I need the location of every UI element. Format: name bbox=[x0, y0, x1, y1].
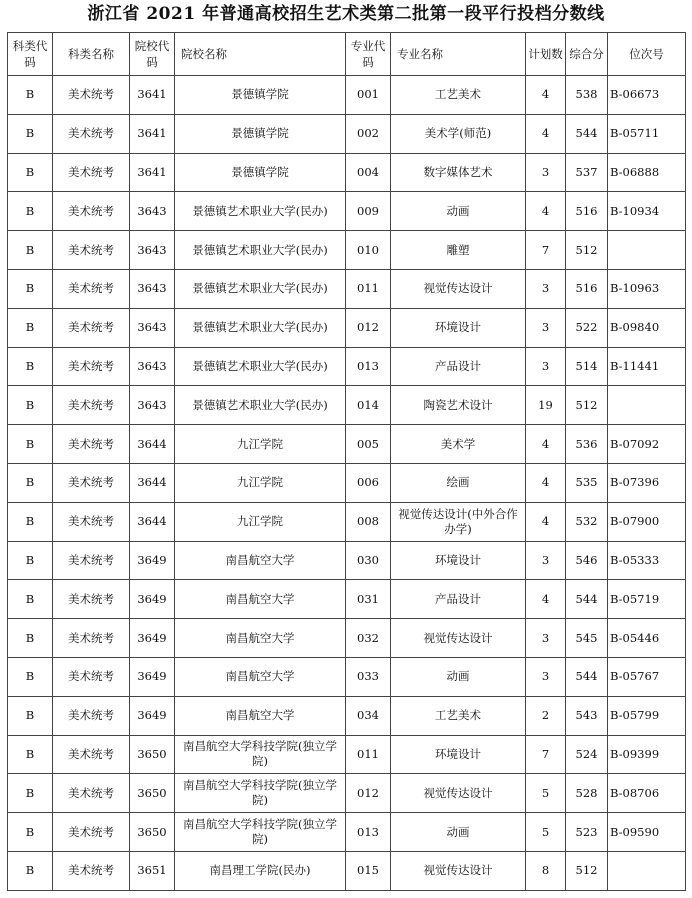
cell-category-name: 美术统考 bbox=[53, 76, 130, 115]
cell-plan: 3 bbox=[526, 657, 566, 696]
table-row bbox=[8, 114, 686, 153]
cell-category-code: B bbox=[8, 696, 53, 735]
table-row bbox=[8, 580, 686, 619]
cell-category-name: 美术统考 bbox=[53, 347, 130, 386]
table-row bbox=[8, 463, 686, 502]
cell-plan: 4 bbox=[526, 76, 566, 115]
cell-category-name: 美术统考 bbox=[53, 153, 130, 192]
cell-major-code: 013 bbox=[346, 347, 391, 386]
cell-rank: B-05333 bbox=[608, 541, 686, 580]
cell-category-code: B bbox=[8, 851, 53, 890]
cell-plan: 5 bbox=[526, 813, 566, 852]
cell-category-name: 美术统考 bbox=[53, 114, 130, 153]
cell-category-code: B bbox=[8, 76, 53, 115]
cell-major-code: 006 bbox=[346, 463, 391, 502]
cell-major-name: 动画 bbox=[391, 192, 526, 231]
cell-category-name: 美术统考 bbox=[53, 541, 130, 580]
cell-rank: B-10963 bbox=[608, 269, 686, 308]
cell-score: 512 bbox=[566, 851, 608, 890]
cell-school-name: 九江学院 bbox=[175, 425, 346, 464]
cell-major-name: 视觉传达设计 bbox=[391, 851, 526, 890]
cell-score: 543 bbox=[566, 696, 608, 735]
cell-school-name: 景德镇艺术职业大学(民办) bbox=[175, 269, 346, 308]
cell-major-code: 008 bbox=[346, 502, 391, 541]
cell-score: 536 bbox=[566, 425, 608, 464]
cell-major-code: 015 bbox=[346, 851, 391, 890]
cell-major-name: 动画 bbox=[391, 657, 526, 696]
cell-rank: B-06673 bbox=[608, 76, 686, 115]
cell-school-name: 南昌航空大学 bbox=[175, 696, 346, 735]
header-school-name: 院校名称 bbox=[175, 33, 346, 76]
cell-major-code: 033 bbox=[346, 657, 391, 696]
cell-category-code: B bbox=[8, 813, 53, 852]
cell-school-code: 3643 bbox=[130, 347, 175, 386]
table-row bbox=[8, 231, 686, 270]
cell-score: 523 bbox=[566, 813, 608, 852]
cell-plan: 4 bbox=[526, 192, 566, 231]
table-row bbox=[8, 502, 686, 541]
header-school-code: 院校代码 bbox=[130, 33, 175, 76]
cell-school-code: 3641 bbox=[130, 76, 175, 115]
cell-major-name: 环境设计 bbox=[391, 308, 526, 347]
header-plan: 计划数 bbox=[526, 33, 566, 76]
table-row bbox=[8, 774, 686, 813]
header-rank: 位次号 bbox=[608, 33, 686, 76]
cell-category-code: B bbox=[8, 463, 53, 502]
cell-school-name: 九江学院 bbox=[175, 463, 346, 502]
header-score: 综合分 bbox=[566, 33, 608, 76]
cell-school-code: 3650 bbox=[130, 813, 175, 852]
cell-major-code: 032 bbox=[346, 619, 391, 658]
cell-plan: 4 bbox=[526, 502, 566, 541]
cell-score: 546 bbox=[566, 541, 608, 580]
cell-major-code: 013 bbox=[346, 813, 391, 852]
cell-category-name: 美术统考 bbox=[53, 502, 130, 541]
cell-major-name: 美术学 bbox=[391, 425, 526, 464]
cell-plan: 2 bbox=[526, 696, 566, 735]
cell-plan: 4 bbox=[526, 580, 566, 619]
cell-school-code: 3643 bbox=[130, 308, 175, 347]
cell-score: 512 bbox=[566, 386, 608, 425]
cell-major-code: 034 bbox=[346, 696, 391, 735]
cell-category-name: 美术统考 bbox=[53, 192, 130, 231]
cell-major-code: 014 bbox=[346, 386, 391, 425]
cell-major-name: 陶瓷艺术设计 bbox=[391, 386, 526, 425]
cell-score: 512 bbox=[566, 231, 608, 270]
cell-plan: 3 bbox=[526, 269, 566, 308]
cell-major-name: 数字媒体艺术 bbox=[391, 153, 526, 192]
table-row bbox=[8, 541, 686, 580]
cell-school-code: 3649 bbox=[130, 580, 175, 619]
cell-major-code: 002 bbox=[346, 114, 391, 153]
cell-score: 516 bbox=[566, 269, 608, 308]
cell-major-name: 雕塑 bbox=[391, 231, 526, 270]
cell-score: 532 bbox=[566, 502, 608, 541]
cell-category-code: B bbox=[8, 192, 53, 231]
cell-score: 528 bbox=[566, 774, 608, 813]
cell-category-name: 美术统考 bbox=[53, 308, 130, 347]
cell-school-name: 九江学院 bbox=[175, 502, 346, 541]
cell-rank: B-09840 bbox=[608, 308, 686, 347]
cell-category-code: B bbox=[8, 153, 53, 192]
cell-school-code: 3644 bbox=[130, 502, 175, 541]
cell-school-name: 南昌航空大学 bbox=[175, 657, 346, 696]
cell-school-code: 3643 bbox=[130, 386, 175, 425]
table-header-row bbox=[8, 33, 686, 76]
cell-plan: 5 bbox=[526, 774, 566, 813]
cell-major-name: 工艺美术 bbox=[391, 696, 526, 735]
cell-category-name: 美术统考 bbox=[53, 269, 130, 308]
table-row bbox=[8, 425, 686, 464]
cell-plan: 4 bbox=[526, 425, 566, 464]
cell-major-code: 012 bbox=[346, 308, 391, 347]
table-row bbox=[8, 269, 686, 308]
cell-school-name: 景德镇艺术职业大学(民办) bbox=[175, 231, 346, 270]
cell-major-name: 产品设计 bbox=[391, 347, 526, 386]
cell-school-name: 南昌航空大学科技学院(独立学院) bbox=[175, 774, 346, 813]
cell-score: 535 bbox=[566, 463, 608, 502]
cell-plan: 8 bbox=[526, 851, 566, 890]
cell-category-name: 美术统考 bbox=[53, 851, 130, 890]
table-row bbox=[8, 153, 686, 192]
cell-major-code: 011 bbox=[346, 269, 391, 308]
cell-category-name: 美术统考 bbox=[53, 425, 130, 464]
cell-school-code: 3641 bbox=[130, 153, 175, 192]
table-row bbox=[8, 657, 686, 696]
cell-rank: B-05711 bbox=[608, 114, 686, 153]
cell-major-name: 视觉传达设计 bbox=[391, 774, 526, 813]
cell-plan: 4 bbox=[526, 114, 566, 153]
cell-rank: B-07900 bbox=[608, 502, 686, 541]
cell-rank bbox=[608, 231, 686, 270]
cell-score: 544 bbox=[566, 580, 608, 619]
cell-school-code: 3643 bbox=[130, 231, 175, 270]
cell-major-name: 产品设计 bbox=[391, 580, 526, 619]
cell-school-code: 3643 bbox=[130, 192, 175, 231]
cell-school-code: 3651 bbox=[130, 851, 175, 890]
table-row bbox=[8, 76, 686, 115]
cell-school-code: 3649 bbox=[130, 541, 175, 580]
cell-major-code: 030 bbox=[346, 541, 391, 580]
cell-category-name: 美术统考 bbox=[53, 619, 130, 658]
cell-major-name: 绘画 bbox=[391, 463, 526, 502]
cell-plan: 3 bbox=[526, 347, 566, 386]
cell-school-code: 3649 bbox=[130, 657, 175, 696]
cell-school-name: 景德镇学院 bbox=[175, 76, 346, 115]
table-row bbox=[8, 851, 686, 890]
cell-category-name: 美术统考 bbox=[53, 774, 130, 813]
cell-score: 544 bbox=[566, 657, 608, 696]
cell-score: 522 bbox=[566, 308, 608, 347]
cell-major-name: 环境设计 bbox=[391, 735, 526, 774]
cell-major-name: 动画 bbox=[391, 813, 526, 852]
cell-plan: 3 bbox=[526, 541, 566, 580]
table-row bbox=[8, 735, 686, 774]
cell-score: 545 bbox=[566, 619, 608, 658]
cell-score: 544 bbox=[566, 114, 608, 153]
cell-school-name: 景德镇艺术职业大学(民办) bbox=[175, 347, 346, 386]
cell-rank: B-05719 bbox=[608, 580, 686, 619]
cell-major-code: 004 bbox=[346, 153, 391, 192]
cell-major-code: 012 bbox=[346, 774, 391, 813]
cell-rank: B-05767 bbox=[608, 657, 686, 696]
cell-category-code: B bbox=[8, 619, 53, 658]
cell-major-code: 001 bbox=[346, 76, 391, 115]
cell-school-name: 景德镇艺术职业大学(民办) bbox=[175, 308, 346, 347]
cell-plan: 3 bbox=[526, 308, 566, 347]
cell-school-name: 南昌理工学院(民办) bbox=[175, 851, 346, 890]
cell-rank: B-06888 bbox=[608, 153, 686, 192]
cell-category-name: 美术统考 bbox=[53, 231, 130, 270]
table-row bbox=[8, 696, 686, 735]
cell-school-code: 3644 bbox=[130, 425, 175, 464]
table-row bbox=[8, 813, 686, 852]
cell-category-name: 美术统考 bbox=[53, 386, 130, 425]
cell-category-name: 美术统考 bbox=[53, 813, 130, 852]
cell-score: 538 bbox=[566, 76, 608, 115]
score-table bbox=[7, 32, 686, 891]
cell-category-name: 美术统考 bbox=[53, 580, 130, 619]
table-row bbox=[8, 386, 686, 425]
cell-category-code: B bbox=[8, 269, 53, 308]
cell-major-name: 环境设计 bbox=[391, 541, 526, 580]
header-category-code: 科类代码 bbox=[8, 33, 53, 76]
cell-category-code: B bbox=[8, 347, 53, 386]
cell-plan: 4 bbox=[526, 463, 566, 502]
cell-school-name: 南昌航空大学 bbox=[175, 541, 346, 580]
document-title: 浙江省 2021 年普通高校招生艺术类第二批第一段平行投档分数线 bbox=[87, 4, 605, 24]
cell-score: 514 bbox=[566, 347, 608, 386]
cell-major-name: 工艺美术 bbox=[391, 76, 526, 115]
cell-category-name: 美术统考 bbox=[53, 735, 130, 774]
cell-category-name: 美术统考 bbox=[53, 696, 130, 735]
cell-school-name: 南昌航空大学科技学院(独立学院) bbox=[175, 735, 346, 774]
cell-category-code: B bbox=[8, 735, 53, 774]
header-major-code: 专业代码 bbox=[346, 33, 391, 76]
cell-rank: B-05799 bbox=[608, 696, 686, 735]
cell-school-code: 3649 bbox=[130, 696, 175, 735]
cell-school-name: 景德镇学院 bbox=[175, 114, 346, 153]
cell-category-code: B bbox=[8, 425, 53, 464]
cell-major-name: 美术学(师范) bbox=[391, 114, 526, 153]
cell-rank: B-10934 bbox=[608, 192, 686, 231]
cell-plan: 7 bbox=[526, 735, 566, 774]
cell-rank: B-09590 bbox=[608, 813, 686, 852]
cell-category-code: B bbox=[8, 114, 53, 153]
cell-school-name: 南昌航空大学 bbox=[175, 580, 346, 619]
cell-school-name: 南昌航空大学科技学院(独立学院) bbox=[175, 813, 346, 852]
cell-school-code: 3649 bbox=[130, 619, 175, 658]
header-major-name: 专业名称 bbox=[391, 33, 526, 76]
cell-score: 516 bbox=[566, 192, 608, 231]
cell-rank: B-07396 bbox=[608, 463, 686, 502]
cell-school-code: 3650 bbox=[130, 735, 175, 774]
cell-school-code: 3644 bbox=[130, 463, 175, 502]
cell-rank: B-11441 bbox=[608, 347, 686, 386]
cell-category-code: B bbox=[8, 541, 53, 580]
cell-plan: 3 bbox=[526, 153, 566, 192]
cell-major-name: 视觉传达设计 bbox=[391, 619, 526, 658]
cell-category-name: 美术统考 bbox=[53, 657, 130, 696]
cell-category-code: B bbox=[8, 386, 53, 425]
cell-school-name: 景德镇学院 bbox=[175, 153, 346, 192]
table-row bbox=[8, 619, 686, 658]
cell-score: 524 bbox=[566, 735, 608, 774]
cell-rank: B-09399 bbox=[608, 735, 686, 774]
cell-category-code: B bbox=[8, 580, 53, 619]
cell-major-code: 009 bbox=[346, 192, 391, 231]
cell-rank bbox=[608, 386, 686, 425]
table-row bbox=[8, 308, 686, 347]
cell-rank: B-08706 bbox=[608, 774, 686, 813]
cell-school-name: 景德镇艺术职业大学(民办) bbox=[175, 192, 346, 231]
cell-category-code: B bbox=[8, 502, 53, 541]
cell-rank: B-05446 bbox=[608, 619, 686, 658]
cell-school-name: 景德镇艺术职业大学(民办) bbox=[175, 386, 346, 425]
cell-plan: 3 bbox=[526, 619, 566, 658]
cell-school-code: 3641 bbox=[130, 114, 175, 153]
cell-category-code: B bbox=[8, 231, 53, 270]
cell-category-name: 美术统考 bbox=[53, 463, 130, 502]
cell-category-code: B bbox=[8, 657, 53, 696]
cell-category-code: B bbox=[8, 308, 53, 347]
cell-school-name: 南昌航空大学 bbox=[175, 619, 346, 658]
header-category-name: 科类名称 bbox=[53, 33, 130, 76]
cell-category-code: B bbox=[8, 774, 53, 813]
cell-major-name: 视觉传达设计 bbox=[391, 269, 526, 308]
table-row bbox=[8, 192, 686, 231]
cell-major-code: 010 bbox=[346, 231, 391, 270]
cell-school-code: 3650 bbox=[130, 774, 175, 813]
table-body bbox=[8, 76, 686, 891]
cell-plan: 7 bbox=[526, 231, 566, 270]
cell-school-code: 3643 bbox=[130, 269, 175, 308]
cell-major-name: 视觉传达设计(中外合作办学) bbox=[391, 502, 526, 541]
cell-major-code: 011 bbox=[346, 735, 391, 774]
cell-rank bbox=[608, 851, 686, 890]
cell-score: 537 bbox=[566, 153, 608, 192]
cell-major-code: 031 bbox=[346, 580, 391, 619]
cell-rank: B-07092 bbox=[608, 425, 686, 464]
cell-plan: 19 bbox=[526, 386, 566, 425]
cell-major-code: 005 bbox=[346, 425, 391, 464]
table-row bbox=[8, 347, 686, 386]
